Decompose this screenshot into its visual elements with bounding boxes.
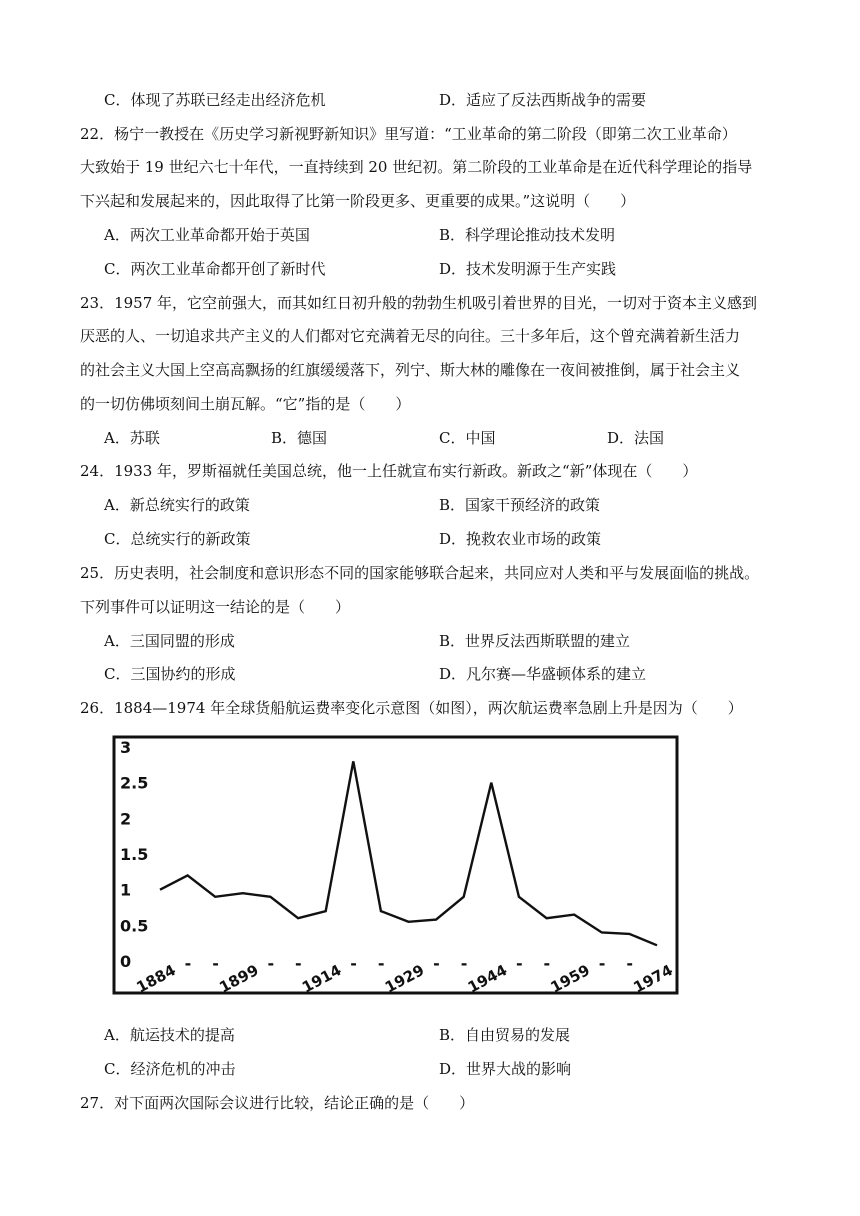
- q24-option-d: D．挽救农业市场的政策: [439, 530, 602, 548]
- q23-option-d: D．法国: [607, 429, 665, 447]
- x-tick-dash: -: [460, 954, 468, 973]
- x-tick-label: 1944: [464, 961, 511, 997]
- q24-option-a: A．新总统实行的政策: [104, 496, 250, 514]
- x-tick-dash: -: [377, 954, 385, 973]
- y-tick-label: 1.5: [120, 845, 149, 864]
- x-tick-label: 1929: [381, 961, 428, 997]
- y-tick-label: 0.5: [120, 916, 149, 936]
- q25-option-d: D．凡尔赛—华盛顿体系的建立: [439, 665, 647, 683]
- x-tick-dash: -: [626, 954, 634, 973]
- q23-stem-line-3: 的社会主义大国上空高高飘扬的红旗缓缓落下，列宁、斯大林的雕像在一夜间被推倒，属于社会主义: [80, 361, 741, 379]
- q26-option-d: D．世界大战的影响: [439, 1060, 572, 1078]
- q23-stem-line-1: 23．1957 年，它空前强大，而其如红日初升般的勃勃生机吸引着世界的目光，一切对于资本主义感到: [80, 294, 758, 312]
- q23-option-b: B．德国: [271, 429, 328, 447]
- q26-option-a: A．航运技术的提高: [104, 1026, 235, 1044]
- q25-stem-line-1: 25．历史表明，社会制度和意识形态不同的国家能够联合起来，共同应对人类和平与发展面临的挑战。: [80, 564, 760, 582]
- y-tick-label: 1: [120, 880, 132, 900]
- x-tick-label: 1899: [216, 961, 262, 997]
- x-tick-dash: -: [295, 954, 302, 973]
- q22-stem-line-2: 大致始于 19 世纪六七十年代，一直持续到 20 世纪初。第二阶段的工业革命是在近代科学理论的指导: [80, 158, 753, 176]
- y-tick-label: 2.5: [120, 773, 149, 793]
- q25-option-c: C．三国协约的形成: [104, 665, 236, 683]
- x-tick-label: 1974: [630, 961, 676, 997]
- q23-stem-line-2: 厌恶的人、一切追求共产主义的人们都对它充满着无尽的向往。三十多年后，这个曾充满着新生活力: [80, 327, 741, 345]
- q25-option-a: A．三国同盟的形成: [104, 632, 235, 650]
- x-tick-label: 1914: [299, 961, 345, 997]
- x-tick-dash: -: [598, 954, 606, 973]
- q27-stem-line-1: 27．对下面两次国际会议进行比较，结论正确的是（ ）: [80, 1094, 475, 1112]
- x-tick-dash: -: [350, 954, 357, 973]
- q25-option-b: B．世界反法西斯联盟的建立: [439, 632, 631, 650]
- q23-option-a: A．苏联: [104, 429, 160, 447]
- x-tick-dash: -: [267, 954, 275, 973]
- q24-option-b: B．国家干预经济的政策: [439, 496, 601, 514]
- q22-option-d: D．技术发明源于生产实践: [439, 260, 617, 278]
- q24-option-c: C．总统实行的新政策: [104, 530, 251, 548]
- y-tick-label: 3: [120, 738, 132, 757]
- q21-option-d: D．适应了反法西斯战争的需要: [439, 91, 647, 109]
- x-tick-dash: -: [543, 954, 551, 973]
- x-tick-dash: -: [433, 954, 440, 973]
- x-tick-dash: -: [212, 954, 219, 973]
- chart-frame: [114, 737, 677, 993]
- q24-stem-line-1: 24．1933 年，罗斯福就任美国总统，他一上任就宣布实行新政。新政之“新”体现在（ ）: [80, 462, 698, 480]
- q26-option-c: C．经济危机的冲击: [104, 1060, 236, 1078]
- q26-stem-line-1: 26．1884—1974 年全球货船航运费率变化示意图（如图），两次航运费率急剧上升是因为（ ）: [80, 699, 743, 717]
- q22-stem-line-1: 22．杨宁一教授在《历史学习新视野新知识》里写道：“工业革命的第二阶段（即第二次工业革命）: [80, 125, 737, 143]
- q26-option-b: B．自由贸易的发展: [439, 1026, 571, 1044]
- q22-option-a: A．两次工业革命都开始于英国: [104, 226, 310, 244]
- freight-rate-chart: [112, 735, 680, 997]
- y-tick-label: 2: [120, 809, 132, 829]
- x-tick-label: 1959: [547, 961, 593, 997]
- q25-stem-line-2: 下列事件可以证明这一结论的是（ ）: [80, 598, 351, 616]
- q21-option-c: C．体现了苏联已经走出经济危机: [104, 91, 326, 109]
- y-tick-label: 0: [120, 952, 132, 971]
- x-tick-dash: -: [184, 954, 192, 973]
- q23-option-c: C．中国: [439, 429, 496, 447]
- x-tick-label: 1884: [133, 961, 179, 997]
- q23-stem-line-4: 的一切仿佛顷刻间土崩瓦解。“它”指的是（ ）: [80, 395, 411, 413]
- q22-option-c: C．两次工业革命都开创了新时代: [104, 260, 326, 278]
- q22-option-b: B．科学理论推动技术发明: [439, 226, 616, 244]
- q22-stem-line-3: 下兴起和发展起来的，因此取得了比第一阶段更多、更重要的成果。”这说明（ ）: [80, 192, 636, 210]
- x-tick-dash: -: [515, 954, 523, 973]
